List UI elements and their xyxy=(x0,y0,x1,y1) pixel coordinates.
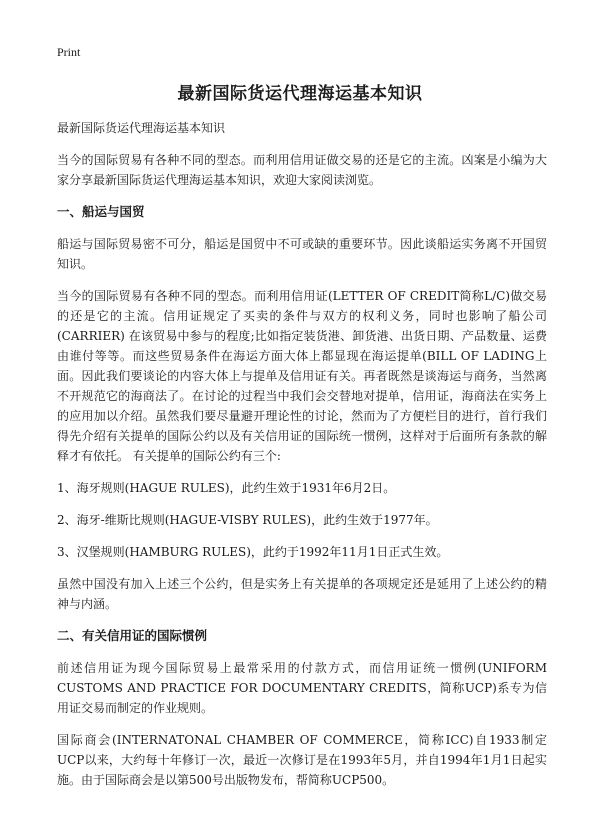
paragraph: 国际商会(INTERNATONAL CHAMBER OF COMMERCE，简称ICC)自1933制定UCP以来，大约每十年修订一次，最近一次修订是在1993年5月，并自1994年1月1日起实施。由于国际商会是以第500号出版物发布，帮简称UCP500。 xyxy=(57,733,547,787)
paragraph: 当今的国际贸易有各种不同的型态。而利用信用证(LETTER OF CREDIT简称L/C)做交易的还是它的主流。信用证规定了买卖的条件与双方的权利义务，同时也影响了船公司(CARRIER) 在该贸易中参与的程度;比如指定装货港、卸货港、出货日期、产品数量、运费由谁付等等。而这些贸易条件在海运方面大体上都显现在海运提单(BILL OF LADING上面。因此我们要谈论的内容大体上与提单及信用证有关。再者既然是谈海运与商务，当然离不开规范它的海商法了。在讨论的过程当中我们会交替地对提单，信用证，海商法在实务上的应用加以介绍。虽然我们要尽量避开理论性的讨论，然而为了方便栏目的进行，首行我们得先介绍有关提单的国际公约以及有关信用证的国际统一惯例，这样对于后面所有条款的解释才有依托。 有关提单的国际公约有三个: xyxy=(57,289,547,463)
page-title: 最新国际货运代理海运基本知识 xyxy=(177,84,423,104)
intro-paragraph: 当今的国际贸易有各种不同的型态。而利用信用证做交易的还是它的主流。凶案是小编为大家分享最新国际货运代理海运基本知识，欢迎大家阅读浏览。 xyxy=(57,153,547,187)
paragraph: 虽然中国没有加入上述三个公约，但是实务上有关提单的各项规定还是延用了上述公约的精神与内涵。 xyxy=(57,577,547,611)
list-item: 1、海牙规则(HAGUE RULES)，此约生效于1931年6月2日。 xyxy=(57,481,396,495)
document-subtitle: 最新国际货运代理海运基本知识 xyxy=(57,121,226,135)
section-heading-lc-practice: 二、有关信用证的国际惯例 xyxy=(57,628,208,643)
list-item: 3、汉堡规则(HAMBURG RULES)，此约于1992年11月1日正式生效。 xyxy=(57,545,449,559)
document-body xyxy=(57,118,547,802)
paragraph: 船运与国际贸易密不可分，船运是国贸中不可或缺的重要环节。因此谈船运实务离不开国贸知识。 xyxy=(57,237,547,271)
list-item: 2、海牙-维斯比规则(HAGUE-VISBY RULES)，此约生效于1977年。 xyxy=(57,513,438,527)
paragraph: 前述信用证为现今国际贸易上最常采用的付款方式，而信用证统一惯例(UNIFORM CUSTOMS AND PRACTICE FOR DOCUMENTARY CREDITS，简称UCP)系专为信用证交易而制定的作业规则。 xyxy=(57,661,547,715)
print-label[interactable]: Print xyxy=(57,45,81,59)
section-heading-shipping-trade: 一、船运与国贸 xyxy=(57,204,145,219)
